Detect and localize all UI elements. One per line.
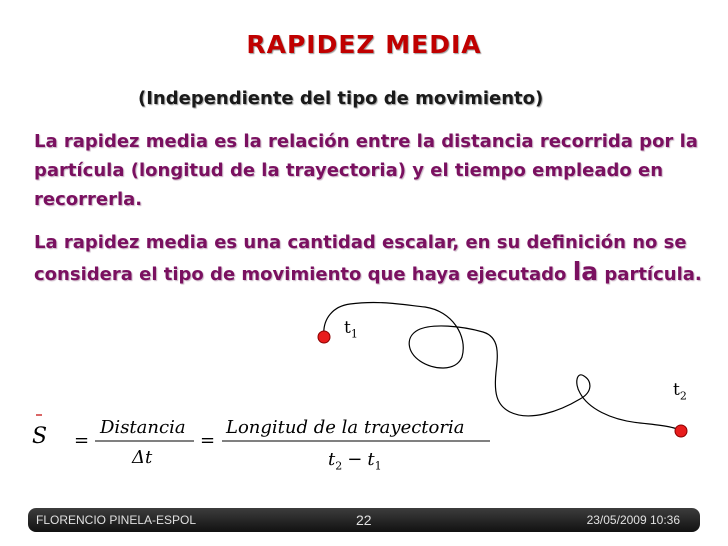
den-t2: t (328, 449, 336, 470)
footer-author: FLORENCIO PINELA-ESPOL (36, 513, 197, 527)
speed-symbol: S (32, 424, 48, 449)
start-point (318, 331, 330, 343)
trajectory-path (324, 302, 681, 431)
den-minus: − (347, 449, 363, 470)
paragraph-scalar-big-la: la (572, 257, 599, 286)
fraction2-denominator (328, 449, 382, 473)
fraction2-numerator: Longitud de la trayectoria (226, 417, 465, 438)
slide-title: RAPIDEZ MEDIA (246, 30, 482, 59)
footer-bar (28, 508, 700, 532)
equals-sign-2: = (200, 430, 216, 451)
label-t2-sub: 2 (679, 389, 687, 403)
label-t1 (344, 318, 358, 340)
label-t1-text: t (344, 318, 351, 338)
paragraph-definition: La rapidez media es la relación entre la distancia recorrida por la partícula (longitud de la trayectoria) y el tiempo empleado en recorrerla. (34, 131, 698, 210)
label-t2-text: t (673, 380, 680, 400)
label-t2 (673, 380, 687, 402)
fraction1-denominator: Δt (132, 447, 153, 468)
den-t1-sub: 1 (374, 459, 382, 473)
fraction1-numerator: Distancia (100, 417, 186, 438)
paragraph-scalar-text: La rapidez media es una cantidad escalar, en su definición no se considera el tipo de movimiento que haya ejecutado (34, 232, 687, 285)
den-t2-sub: 2 (335, 459, 343, 473)
paragraph-scalar-end: partícula. (598, 264, 702, 285)
end-point (675, 425, 687, 437)
slide-subtitle: (Independiente del tipo de movimiento) (138, 88, 544, 109)
footer-datetime: 23/05/2009 10:36 (586, 513, 680, 527)
equals-sign-1: = (74, 430, 90, 451)
label-t1-sub: 1 (350, 327, 358, 341)
den-t1: t (367, 449, 375, 470)
footer-page-number: 22 (356, 512, 372, 528)
